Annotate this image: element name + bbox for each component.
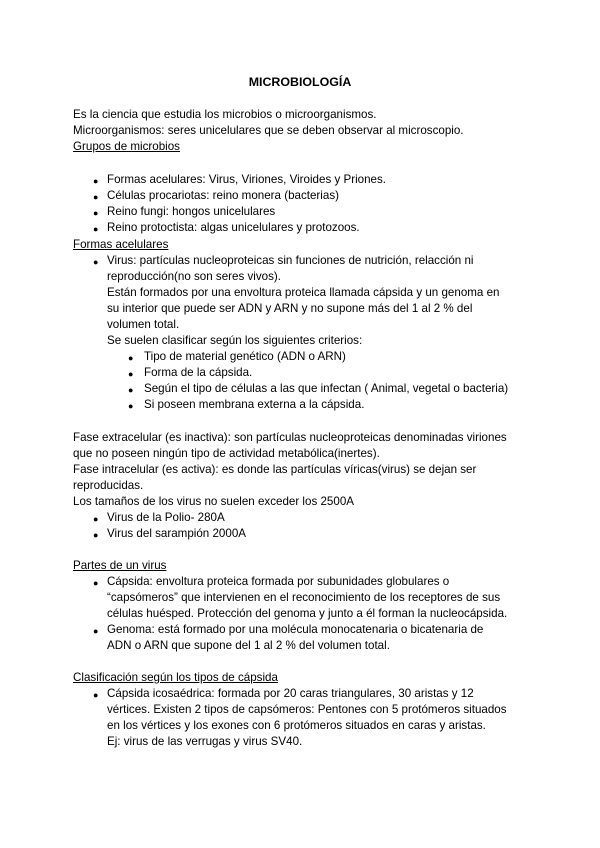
virus-line: reproducción(no son seres vivos).	[107, 270, 281, 283]
fase-line: Los tamaños de los virus no suelen exceder los 2500A	[73, 495, 354, 508]
grupos-item: Reino protoctista: algas unicelulares y protozoos.	[107, 221, 360, 234]
grupos-item: Reino fungi: hongos unicelulares	[107, 205, 276, 218]
bullet-icon: ●	[128, 385, 134, 395]
grupos-item: Células procariotas: reino monera (bacterias)	[107, 189, 339, 202]
virus-line: Se suelen clasificar según los siguientes criterios:	[107, 334, 363, 347]
criterio-item: Si poseen membrana externa a la cápsida.	[144, 398, 365, 411]
formas-heading: Formas acelulares	[73, 238, 169, 251]
page-title: MICROBIOLOGÍA	[248, 75, 352, 89]
virus-line: Virus: partículas nucleoproteicas sin funciones de nutrición, relacción ni	[107, 254, 474, 267]
bullet-icon: ●	[93, 208, 99, 218]
bullet-icon: ●	[128, 401, 134, 411]
bullet-icon: ●	[93, 530, 99, 540]
bullet-icon: ●	[128, 369, 134, 379]
criterio-item: Según el tipo de células a las que infectan ( Animal, vegetal o bacteria)	[144, 382, 509, 395]
virus-line: Están formados por una envoltura proteica llamada cápsida y un genoma en	[107, 286, 500, 299]
bullet-icon: ●	[93, 192, 99, 202]
intro-line-1: Es la ciencia que estudia los microbios o microorganismos.	[73, 108, 377, 121]
virus-size-item: Virus de la Polio- 280A	[107, 511, 225, 524]
bullet-icon: ●	[93, 578, 99, 588]
genoma-line: Genoma: está formado por una molécula monocatenaria o bicatenaria de	[107, 623, 484, 636]
intro-line-2: Microorganismos: seres unicelulares que se deben observar al microscopio.	[73, 124, 464, 137]
fase-line: Fase intracelular (es activa): es donde las partículas víricas(virus) se dejan ser	[73, 463, 477, 476]
virus-line: su interior que puede ser ADN y ARN y no supone más del 1 al 2 % del	[107, 302, 473, 315]
bullet-icon: ●	[93, 257, 99, 267]
fase-line: que no poseen ningún tipo de actividad metabólica(inertes).	[73, 447, 380, 460]
icosaedrica-line: vértices. Existen 2 tipos de capsómeros: Pentones con 5 protómeros situados	[107, 703, 507, 716]
bullet-icon: ●	[128, 353, 134, 363]
grupos-heading: Grupos de microbios	[73, 140, 180, 153]
bullet-icon: ●	[93, 626, 99, 636]
genoma-line: ADN o ARN que supone del 1 al 2 % del volumen total.	[107, 639, 390, 652]
bullet-icon: ●	[93, 514, 99, 524]
fase-line: reproducidas.	[73, 479, 144, 492]
partes-heading: Partes de un virus	[73, 559, 167, 572]
capsida-line: Cápsida: envoltura proteica formada por subunidades globulares o	[107, 575, 450, 588]
icosaedrica-line: Ej: virus de las verrugas y virus SV40.	[107, 735, 303, 748]
capsida-line: células huésped. Protección del genoma y junto a él forman la nucleocápsida.	[107, 607, 508, 620]
criterio-item: Forma de la cápsida.	[144, 366, 253, 379]
bullet-icon: ●	[93, 176, 99, 186]
bullet-icon: ●	[93, 690, 99, 700]
icosaedrica-line: Cápsida icosaédrica: formada por 20 caras triangulares, 30 aristas y 12	[107, 687, 474, 700]
fase-line: Fase extracelular (es inactiva): son partículas nucleoproteicas denominadas viriones	[73, 431, 507, 444]
virus-line: volumen total.	[107, 318, 180, 331]
capsida-line: “capsómeros” que intervienen en el reconocimiento de los receptores de sus	[107, 591, 501, 604]
clasificacion-heading: Clasificación según los tipos de cápsida	[73, 671, 278, 684]
criterio-item: Tipo de material genético (ADN o ARN)	[144, 350, 346, 363]
icosaedrica-line: en los vértices y los exones con 6 protómeros situados en caras y aristas.	[107, 719, 486, 732]
bullet-icon: ●	[93, 224, 99, 234]
grupos-item: Formas acelulares: Virus, Viriones, Viroides y Priones.	[107, 173, 387, 186]
virus-size-item: Virus del sarampión 2000A	[107, 527, 246, 540]
